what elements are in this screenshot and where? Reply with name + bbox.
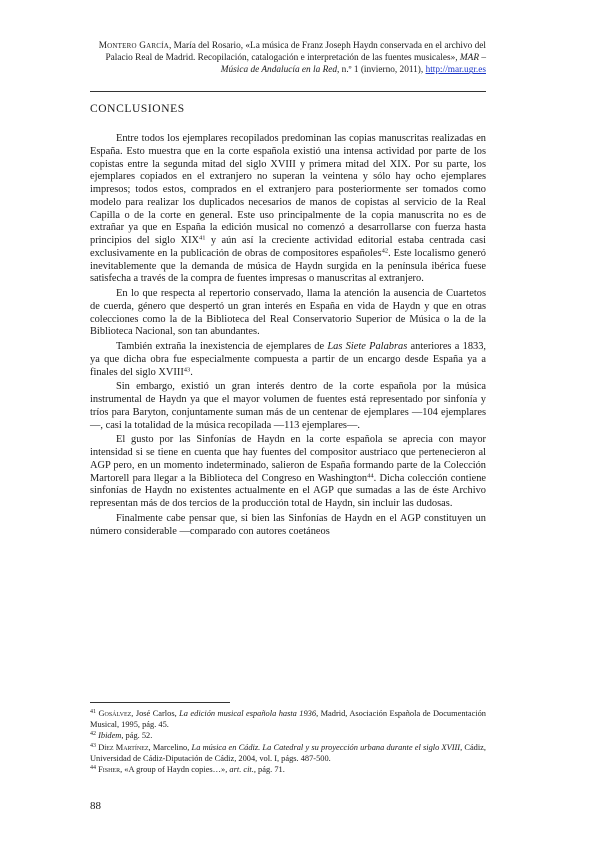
header-journal-title: MAR – Música de Andalucía en la Red <box>220 53 486 76</box>
footnote-43 <box>90 742 486 764</box>
footnote-author: Fisher <box>98 765 121 775</box>
paragraph-3 <box>90 341 486 379</box>
body-text <box>90 133 486 538</box>
footnote-number: 43 <box>90 742 96 749</box>
footnote-number: 42 <box>90 731 96 738</box>
footnote-title: art. cit. <box>229 765 254 775</box>
header-citation-text: , María del Rosario, «La música de Franz Joseph Haydn conservada en el archivo del Palacio Real de Madrid. Recopilación, catalogación e interpretación de las fuentes musicales», <box>105 41 486 64</box>
footnote-title: La música en Cádiz. La Catedral y su proyección urbana durante el siglo XVIII <box>191 742 461 752</box>
footnote-42 <box>90 730 486 741</box>
footnotes <box>90 708 486 775</box>
footnote-number: 44 <box>90 765 96 772</box>
paragraph-text: y aún así la creciente actividad editorial estaba centrada casi exclusivamente en la publicación de obras de compositores españoles <box>90 235 486 259</box>
footnote-ref-43[interactable]: 43 <box>183 366 191 373</box>
footnote-number: 41 <box>90 709 96 715</box>
footnote-author: Gosálvez <box>98 709 132 718</box>
paragraph-1 <box>90 133 486 286</box>
footnote-title: La edición musical española hasta 1936 <box>179 709 317 718</box>
paragraph-text: Entre todos los ejemplares recopilados predominan las copias manuscritas realizadas en España. Esto muestra que en la corte española existió una intensa actividad por parte de los copistas entre la segunda mitad del siglo XVIII y primera mitad del XIX. Por su parte, los ejemplares copiados en el extranjero no superan la veintena y sólo hay ocho ejemplares impresos; todos estos, comprados en el extranjero para posteriormente ser tomados como modelo para realizar los duplicados necesarios de manos de copistas al servicio de la Real Capilla o de la corte en general. Este uso principalmente de la copia manuscrita no es de extrañar ya que en España la edición musical no comenzó a desarrollarse con fuerza hasta principios del siglo XIX <box>90 133 486 246</box>
footnote-text: , Marcelino, <box>148 742 192 752</box>
footnote-44 <box>90 764 486 775</box>
paragraph-text: El gusto por las Sinfonías de Haydn en la corte española se aprecia con mayor intensidad si se tiene en cuenta que hay fuentes del compositor austriaco que pertenecieron al AGP pero, en un momento indeterminado, salieron de España formando parte de la Colección Martorell para llegar a la Biblioteca del Congreso en Washington <box>90 434 486 484</box>
paragraph-2: En lo que respecta al repertorio conservado, llama la atención la ausencia de Cuartetos de cuerda, género que despertó un gran interés en España en vida de Haydn y que en otras colecciones como la de la Biblioteca del Real Conservatorio Superior de Música o la de la Biblioteca Nacional, son tan abundantes. <box>90 288 486 338</box>
paragraph-text: . Este localismo generó inevitablemente que la demanda de música de Haydn surgida en la península ibérica fuese satisfecha a través de la compra de fuentes impresas o manuscritas al extranjero. <box>90 247 486 285</box>
section-heading: CONCLUSIONES <box>90 103 185 115</box>
footnote-text: , Cádiz, Universidad de Cádiz-Diputación de Cádiz, 2004, vol. I, págs. 487-500. <box>90 742 486 763</box>
paragraph-text: . Dicha colección contiene sinfonías de Haydn no existentes actualmente en el AGP que sumadas a las de éste Archivo representan más de dos tercios de la producción total de Haydn, sin incluir las dudosas. <box>90 472 486 509</box>
paragraph-text: anteriores a 1833, ya que dicha obra fue especialmente compuesta a partir de un encargo desde España ya a finales del siglo XVIII <box>90 341 487 378</box>
paragraph-text: También extraña la inexistencia de ejemplares de <box>116 341 328 352</box>
footnote-text: , José Carlos, <box>131 709 180 718</box>
footnote-ref-44[interactable]: 44 <box>367 472 374 479</box>
header-divider <box>90 91 486 92</box>
paragraph-text: . <box>190 366 193 378</box>
footnote-title: Ibidem <box>98 731 122 741</box>
paragraph-6: Finalmente cabe pensar que, si bien las Sinfonías de Haydn en el AGP constituyen un número considerable —comparado con autores coetáneos <box>90 512 486 537</box>
footnote-text: , pág. 71. <box>253 765 285 775</box>
paragraph-4: Sin embargo, existió un gran interés dentro de la corte española por la música instrumental de Haydn ya que el mayor volumen de fuentes está representado por sinfonía y tríos para Baryton, conjuntamente suman más de un centenar de ejemplares —104 ejemplares—, casi la totalidad de la música recopilada —113 ejemplares—. <box>90 381 486 431</box>
running-header-citation <box>90 40 486 77</box>
footnote-41 <box>90 708 486 730</box>
footnote-author: Díez Martínez <box>98 742 149 752</box>
header-author: Montero García <box>98 41 169 51</box>
page-number: 88 <box>90 800 101 812</box>
footnote-ref-41[interactable]: 41 <box>199 234 206 242</box>
footnote-text: , Madrid, Asociación Española de Documentación Musical, 1995, pág. 45. <box>90 709 486 730</box>
header-issue: , n.º 1 (invierno, 2011), <box>337 65 424 76</box>
footnote-text: , pág. 52. <box>121 731 153 741</box>
work-title: Las Siete Palabras <box>327 341 408 352</box>
footnote-ref-42[interactable]: 42 <box>381 247 389 255</box>
header-url-link[interactable]: http://mar.ugr.es <box>425 65 486 76</box>
footnote-text: , «A group of Haydn copies…», <box>120 765 230 775</box>
paragraph-5 <box>90 434 486 511</box>
footnote-divider <box>90 702 230 703</box>
